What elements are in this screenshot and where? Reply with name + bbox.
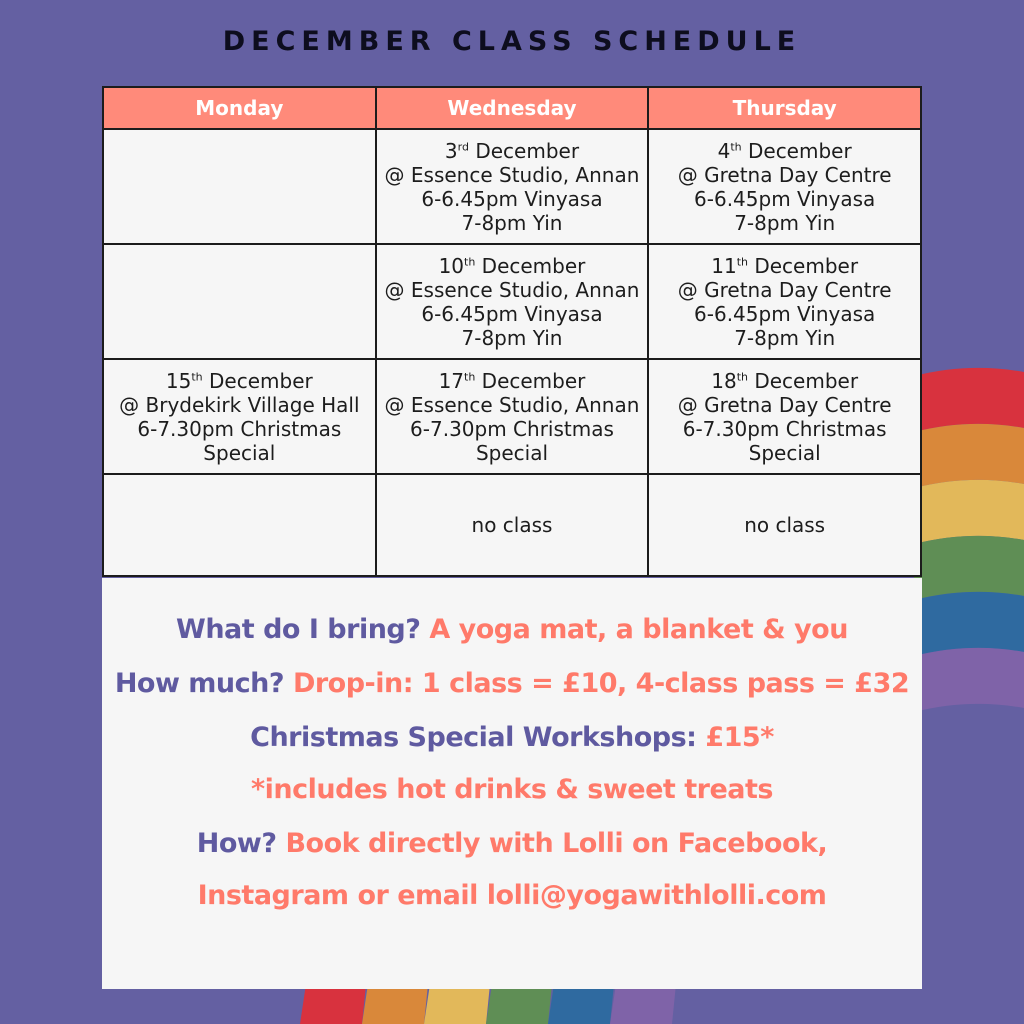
class-date (649, 139, 920, 163)
info-booking (102, 828, 922, 859)
info-booking-question: How? (196, 828, 277, 859)
class-detail: Special (203, 440, 276, 465)
rainbow-stripe (362, 984, 428, 1024)
class-detail: @ Gretna Day Centre (677, 277, 892, 302)
info-price-question: How much? (114, 668, 285, 699)
class-date (377, 369, 648, 393)
schedule-cell (376, 359, 649, 474)
info-includes-text: *includes hot drinks & sweet treats (251, 774, 773, 805)
date-month: December (754, 253, 859, 278)
schedule-row (103, 359, 921, 474)
date-month: December (747, 138, 852, 163)
header-monday: Monday (103, 87, 376, 129)
info-contact-text: Instagram or email lolli@yogawithlolli.com (197, 880, 827, 911)
rainbow-stripe (914, 592, 1024, 656)
class-detail: @ Gretna Day Centre (677, 392, 892, 417)
rainbow-stripe (486, 984, 552, 1024)
class-detail: 7-8pm Yin (461, 210, 563, 235)
class-detail: 6-6.45pm Vinyasa (694, 301, 876, 326)
rainbow-stripe (914, 648, 1024, 712)
rainbow-decoration-right (914, 366, 1024, 766)
date-number: 18 (711, 368, 737, 393)
date-month: December (209, 368, 313, 393)
schedule-header-row (103, 87, 921, 129)
class-detail: 7-8pm Yin (461, 325, 563, 350)
class-date (104, 369, 375, 393)
schedule-cell (103, 244, 376, 359)
class-date (377, 254, 648, 278)
schedule-cell (103, 129, 376, 244)
info-bring (102, 614, 922, 645)
info-workshops-label: Christmas Special Workshops: (250, 722, 697, 753)
date-suffix: rd (457, 139, 469, 153)
date-suffix: th (736, 369, 748, 383)
info-includes (102, 774, 922, 805)
class-date (649, 369, 920, 393)
info-booking-answer: Book directly with Lolli on Facebook, (285, 828, 828, 859)
schedule-cell (648, 474, 921, 576)
rainbow-stripe (914, 424, 1024, 488)
info-price (102, 668, 922, 699)
page-title: DECEMBER CLASS SCHEDULE (222, 26, 802, 57)
class-detail: @ Essence Studio, Annan (384, 162, 640, 187)
schedule-cell (376, 244, 649, 359)
date-month: December (481, 368, 586, 393)
rainbow-stripe (914, 536, 1024, 600)
schedule-cell (648, 129, 921, 244)
class-detail: @ Essence Studio, Annan (384, 392, 640, 417)
rainbow-stripe (914, 480, 1024, 544)
schedule-cell (103, 359, 376, 474)
class-detail: @ Essence Studio, Annan (384, 277, 640, 302)
date-number: 17 (438, 368, 465, 393)
class-detail: Special (475, 440, 549, 465)
date-suffix: th (464, 254, 476, 268)
class-detail: @ Brydekirk Village Hall (119, 392, 360, 417)
class-detail: 6-7.30pm Christmas (410, 416, 614, 441)
header-wednesday: Wednesday (376, 87, 649, 129)
rainbow-decoration-bottom (300, 984, 720, 1024)
rainbow-stripe (300, 984, 366, 1024)
info-bring-question: What do I bring? (176, 614, 421, 645)
class-detail: 6-6.45pm Vinyasa (421, 186, 603, 211)
info-price-answer: Drop-in: 1 class = £10, 4-class pass = £32 (292, 668, 910, 699)
info-bring-answer: A yoga mat, a blanket & you (429, 614, 848, 645)
info-workshops-price: £15* (705, 722, 774, 753)
date-month: December (481, 253, 586, 278)
info-contact (102, 880, 922, 911)
rainbow-stripe (914, 368, 1024, 432)
schedule-cell (648, 244, 921, 359)
header-thursday: Thursday (648, 87, 921, 129)
rainbow-stripe (610, 984, 676, 1024)
schedule-row (103, 129, 921, 244)
class-detail: 7-8pm Yin (734, 325, 836, 350)
info-panel (102, 578, 922, 989)
class-detail: 6-7.30pm Christmas (137, 416, 342, 441)
rainbow-stripe (548, 984, 614, 1024)
class-detail: @ Gretna Day Centre (677, 162, 892, 187)
class-detail: no class (471, 513, 553, 538)
schedule-cell (648, 359, 921, 474)
class-detail: 6-7.30pm Christmas (682, 416, 887, 441)
schedule-row (103, 474, 921, 576)
date-month: December (475, 138, 580, 163)
date-suffix: th (730, 139, 742, 153)
date-month: December (754, 368, 859, 393)
rainbow-stripe (424, 984, 490, 1024)
schedule-cell (103, 474, 376, 576)
class-detail: 6-6.45pm Vinyasa (421, 301, 603, 326)
class-date (377, 139, 648, 163)
date-suffix: th (464, 369, 476, 383)
class-detail: Special (748, 440, 821, 465)
date-number: 10 (438, 253, 465, 278)
class-date (649, 254, 920, 278)
date-number: 11 (711, 253, 737, 278)
schedule-cell (376, 474, 649, 576)
class-detail: no class (744, 513, 826, 538)
schedule-table (102, 86, 922, 577)
info-workshops (102, 722, 922, 753)
date-number: 3 (444, 138, 458, 163)
class-detail: 7-8pm Yin (734, 210, 836, 235)
class-detail: 6-6.45pm Vinyasa (694, 186, 876, 211)
date-suffix: th (191, 369, 203, 383)
date-number: 15 (165, 368, 192, 393)
date-suffix: th (736, 254, 748, 268)
date-number: 4 (717, 138, 731, 163)
schedule-cell (376, 129, 649, 244)
schedule-row (103, 244, 921, 359)
